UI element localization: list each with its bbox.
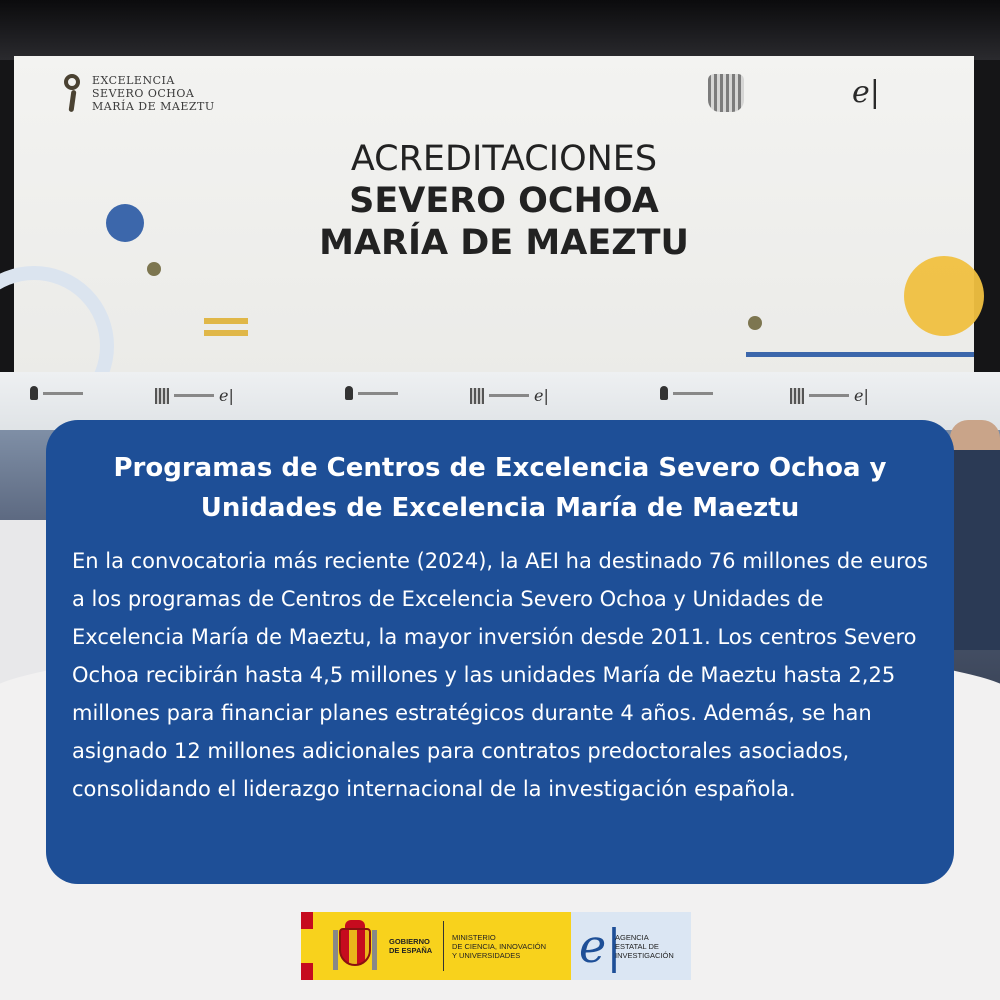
aei-logo-icon: e|: [852, 75, 880, 110]
ministerio-text: [452, 933, 562, 960]
aei-logo-icon: e|: [854, 386, 869, 405]
backdrop-logo-1: [30, 386, 83, 400]
excelencia-logo: [62, 74, 242, 114]
aei-logo-icon: e|: [579, 919, 622, 973]
card-body: En la convocatoria más reciente (2024), la AEI ha destinado 76 millones de euros a los programas de Centros de Excelencia Severo Ochoa y Unidades de Excelencia María de Maeztu, la mayor inversión desde 2011. Los centros Severo Ochoa recibirán hasta 4,5 millones y las unidades María de Maeztu hasta 2,25 millones para financiar planes estratégicos durante 4 años. Además, se han asignado 12 millones adicionales para contratos predoctorales asociados, consolidando el liderazgo internacional de la investigación española.: [72, 549, 928, 801]
coat-of-arms-icon: [470, 388, 484, 404]
decorative-yellow-shape: [904, 256, 984, 336]
agencia-text: [615, 933, 674, 960]
agencia-line-3: INVESTIGACIÓN: [615, 950, 674, 960]
backdrop-logo-5: [660, 386, 713, 400]
stage-ceiling: [0, 0, 1000, 60]
logo-line-3: MARÍA DE MAEZTU: [92, 100, 215, 113]
decorative-blue-dot: [106, 204, 144, 242]
seed-icon: [660, 386, 668, 400]
logo-line-1: EXCELENCIA: [92, 74, 175, 87]
backdrop-logo-3: [345, 386, 398, 400]
screen-title-line-1: ACREDITACIONES: [350, 139, 658, 179]
gobierno-logo: [301, 912, 571, 980]
screen-title-line-3: MARÍA DE MAEZTU: [319, 223, 689, 263]
gobierno-line-1: GOBIERNO: [389, 937, 430, 946]
gobierno-line-2: DE ESPAÑA: [389, 946, 433, 955]
ministerio-line-1: MINISTERIO: [452, 932, 496, 942]
seed-icon: [30, 386, 38, 400]
seed-icon: [62, 74, 84, 114]
info-card: [46, 420, 954, 884]
aei-logo-icon: e|: [219, 386, 234, 405]
award-recipient: [950, 420, 1000, 650]
card-title: Programas de Centros de Excelencia Severo Ochoa y Unidades de Excelencia María de Maeztu: [113, 453, 887, 523]
aei-logo: [571, 912, 691, 980]
aei-logo-icon: e|: [534, 386, 549, 405]
agencia-line-1: AGENCIA: [615, 932, 649, 942]
ministry-logos: [708, 74, 930, 112]
ministerio-line-3: Y UNIVERSIDADES: [452, 950, 521, 960]
agencia-line-2: ESTATAL DE: [615, 941, 659, 951]
decorative-bar-1: [204, 318, 248, 324]
screen-title-line-2: SEVERO OCHOA: [349, 181, 659, 221]
ministerio-line-2: DE CIENCIA, INNOVACIÓN: [452, 941, 547, 951]
coat-of-arms-icon: [708, 74, 744, 112]
spain-flag-icon: [301, 912, 313, 980]
coat-of-arms-icon: [155, 388, 169, 404]
logo-line-2: SEVERO OCHOA: [92, 87, 195, 100]
backdrop-logo-6: [790, 386, 869, 405]
divider: [443, 921, 444, 971]
gobierno-text: [389, 937, 439, 955]
footer-logos: [301, 912, 691, 980]
projection-screen: [14, 56, 974, 376]
coat-of-arms-icon: [790, 388, 804, 404]
seed-icon: [345, 386, 353, 400]
screen-title: [264, 138, 744, 264]
decorative-olive-dot-2: [748, 316, 762, 330]
spain-coat-of-arms-icon: [333, 920, 377, 972]
decorative-blue-line: [746, 352, 974, 357]
backdrop-logo-4: [470, 386, 549, 405]
backdrop-logo-2: [155, 386, 234, 405]
decorative-olive-dot: [147, 262, 161, 276]
decorative-bar-2: [204, 330, 248, 336]
